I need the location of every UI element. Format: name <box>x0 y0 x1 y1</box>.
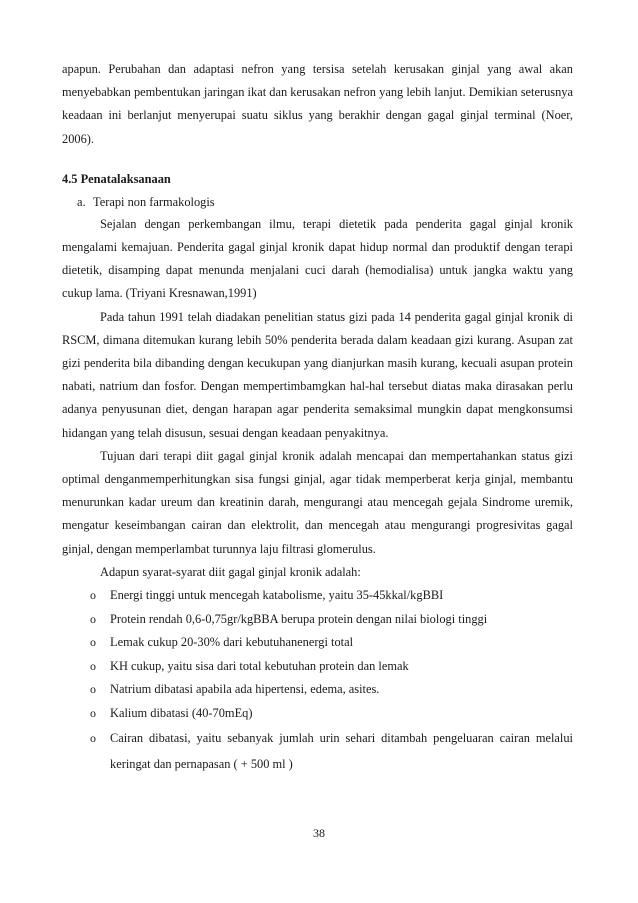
body-paragraph: Tujuan dari terapi diit gagal ginjal kronik adalah mencapai dan mempertahankan status gizi optimal denganmemperhitungkan sisa fungsi ginjal, agar tidak memperberat kerja ginjal, membantu menurunkan kadar ureum dan kreatinin darah, mengurangi atau mencegah gejala Sindrome uremik, mengatur keseimbangan cairan dan elektrolit, dan mencegah atau mengurangi progresivitas gagal ginjal, dengan memperlambat turunnya laju filtrasi glomerulus. <box>62 448 573 556</box>
bullet-icon: o <box>90 635 96 650</box>
subsection-heading <box>77 191 573 213</box>
bullet-icon: o <box>90 682 96 697</box>
body-paragraph: Pada tahun 1991 telah diadakan penelitian status gizi pada 14 penderita gagal ginjal kronik di RSCM, dimana ditemukan kurang lebih 50% penderita berada dalam keadaan gizi kurang. Asupan zat gizi penderita bila dibanding dengan kecukupan yang dianjurkan masih kurang, kecuali asupan protein nabati, natrium dan fosfor. Dengan mempertimbamgkan hal-hal tersebut diatas maka dirasakan perlu adanya penyusunan diet, dengan harapan agar penderita semaksimal mungkin dapat mengkonsumsi hidangan yang telah disusun, sesuai dengan keadaan penyakitnya. <box>62 309 573 440</box>
requirements-list <box>62 584 573 777</box>
document-page <box>62 58 573 777</box>
intro-paragraph: apapun. Perubahan dan adaptasi nefron yang tersisa setelah kerusakan ginjal yang awal akan menyebabkan pembentukan jaringan ikat dan kerusakan nefron yang lebih lanjut. Demikian seterusnya keadaan ini berlanjut menyerupai suatu siklus yang berakhir dengan gagal ginjal terminal (Noer, 2006). <box>62 62 573 146</box>
list-item: o Energi tinggi untuk mencegah katabolisme, yaitu 35-45kkal/kgBBI <box>90 584 573 608</box>
body-paragraph: Sejalan dengan perkembangan ilmu, terapi dietetik pada penderita gagal ginjal kronik mengalami kemajuan. Penderita gagal ginjal kronik dapat hidup normal dan produktif dengan terapi dietetik, disamping dapat menunda menjalani cuci darah (hemodialisa) untuk jangka waktu yang cukup lama. (Triyani Kresnawan,1991) <box>62 216 573 301</box>
subsection-marker: a. <box>77 194 86 209</box>
bullet-icon: o <box>90 588 96 603</box>
subsection-title: Terapi non farmakologis <box>93 194 215 209</box>
section-gap <box>62 151 573 168</box>
list-item: o Natrium dibatasi apabila ada hipertensi, edema, asites. <box>90 678 573 702</box>
bullet-icon: o <box>90 705 96 720</box>
list-item: o Kalium dibatasi (40-70mEq) <box>90 702 573 726</box>
list-item: o Cairan dibatasi, yaitu sebanyak jumlah urin sehari ditambah pengeluaran cairan melalui keringat dan pernapasan ( + 500 ml ) <box>90 725 573 777</box>
list-item: o Lemak cukup 20-30% dari kebutuhanenergi total <box>90 631 573 655</box>
page-number: 38 <box>313 826 325 840</box>
list-item: o Protein rendah 0,6-0,75gr/kgBBA berupa protein dengan nilai biologi tinggi <box>90 608 573 632</box>
list-intro: Adapun syarat-syarat diit gagal ginjal kronik adalah: <box>100 564 361 579</box>
list-item: o KH cukup, yaitu sisa dari total kebutuhan protein dan lemak <box>90 655 573 679</box>
bullet-icon: o <box>90 611 96 626</box>
bullet-icon: o <box>90 731 96 746</box>
bullet-icon: o <box>90 658 96 673</box>
section-heading: 4.5 Penatalaksanaan <box>62 171 171 186</box>
